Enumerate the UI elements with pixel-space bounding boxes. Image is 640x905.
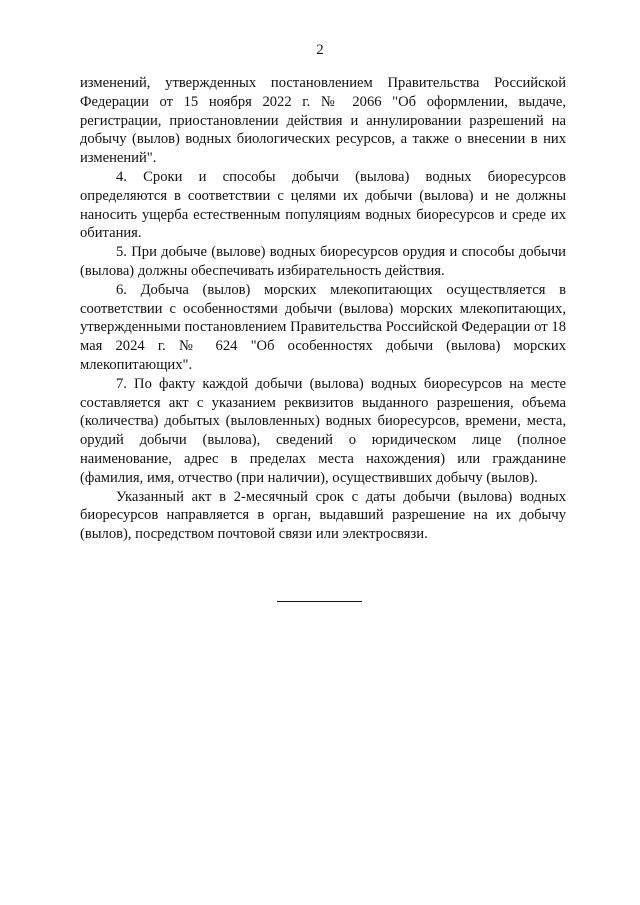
paragraph-item-7: 7. По факту каждой добычи (вылова) водных биоресурсов на месте составляется акт с указанием реквизитов выданного разрешения, объема (количества) добытых (выловленных) водных биоресурсов, времени, места, орудий добычи (вылова), сведений о юридическом лице (полное наименование, адрес в пределах места нахождения) или гражданине (фамилия, имя, отчество (при наличии), осуществивших добычу (вылов). <box>80 375 566 486</box>
paragraph-item-6: 6. Добыча (вылов) морских млекопитающих осуществляется в соответствии с особенностями добычи (вылова) морских млекопитающих, утвержденными постановлением Правительства Российской Федерации от 18 мая 2024 г. № 624 "Об особенностях добычи (вылова) морских млекопитающих". <box>80 281 566 373</box>
paragraph-continuation: изменений, утвержденных постановлением Правительства Российской Федерации от 15 ноября 2022 г. № 2066 "Об оформлении, выдаче, регистрации, приостановлении действия и аннулировании разрешений на добычу (вылов) водных биологических ресурсов, а также о внесении в них изменений". <box>80 75 566 167</box>
paragraph-item-5: 5. При добыче (вылове) водных биоресурсов орудия и способы добычи (вылова) должны обеспечивать избирательность действия. <box>80 244 566 279</box>
end-separator-line <box>277 601 362 602</box>
paragraph-item-4: 4. Сроки и способы добычи (вылова) водных биоресурсов определяются в соответствии с целями их добычи (вылова) и не должны наносить ущерба естественным популяциям водных биоресурсов и среде их обитания. <box>80 168 566 242</box>
page-number: 2 <box>316 42 324 58</box>
paragraph-act-notice: Указанный акт в 2-месячный срок с даты добычи (вылова) водных биоресурсов направляется в орган, выдавший разрешение на их добычу (вылов), посредством почтовой связи или электросвязи. <box>80 488 566 543</box>
document-body <box>80 74 566 544</box>
